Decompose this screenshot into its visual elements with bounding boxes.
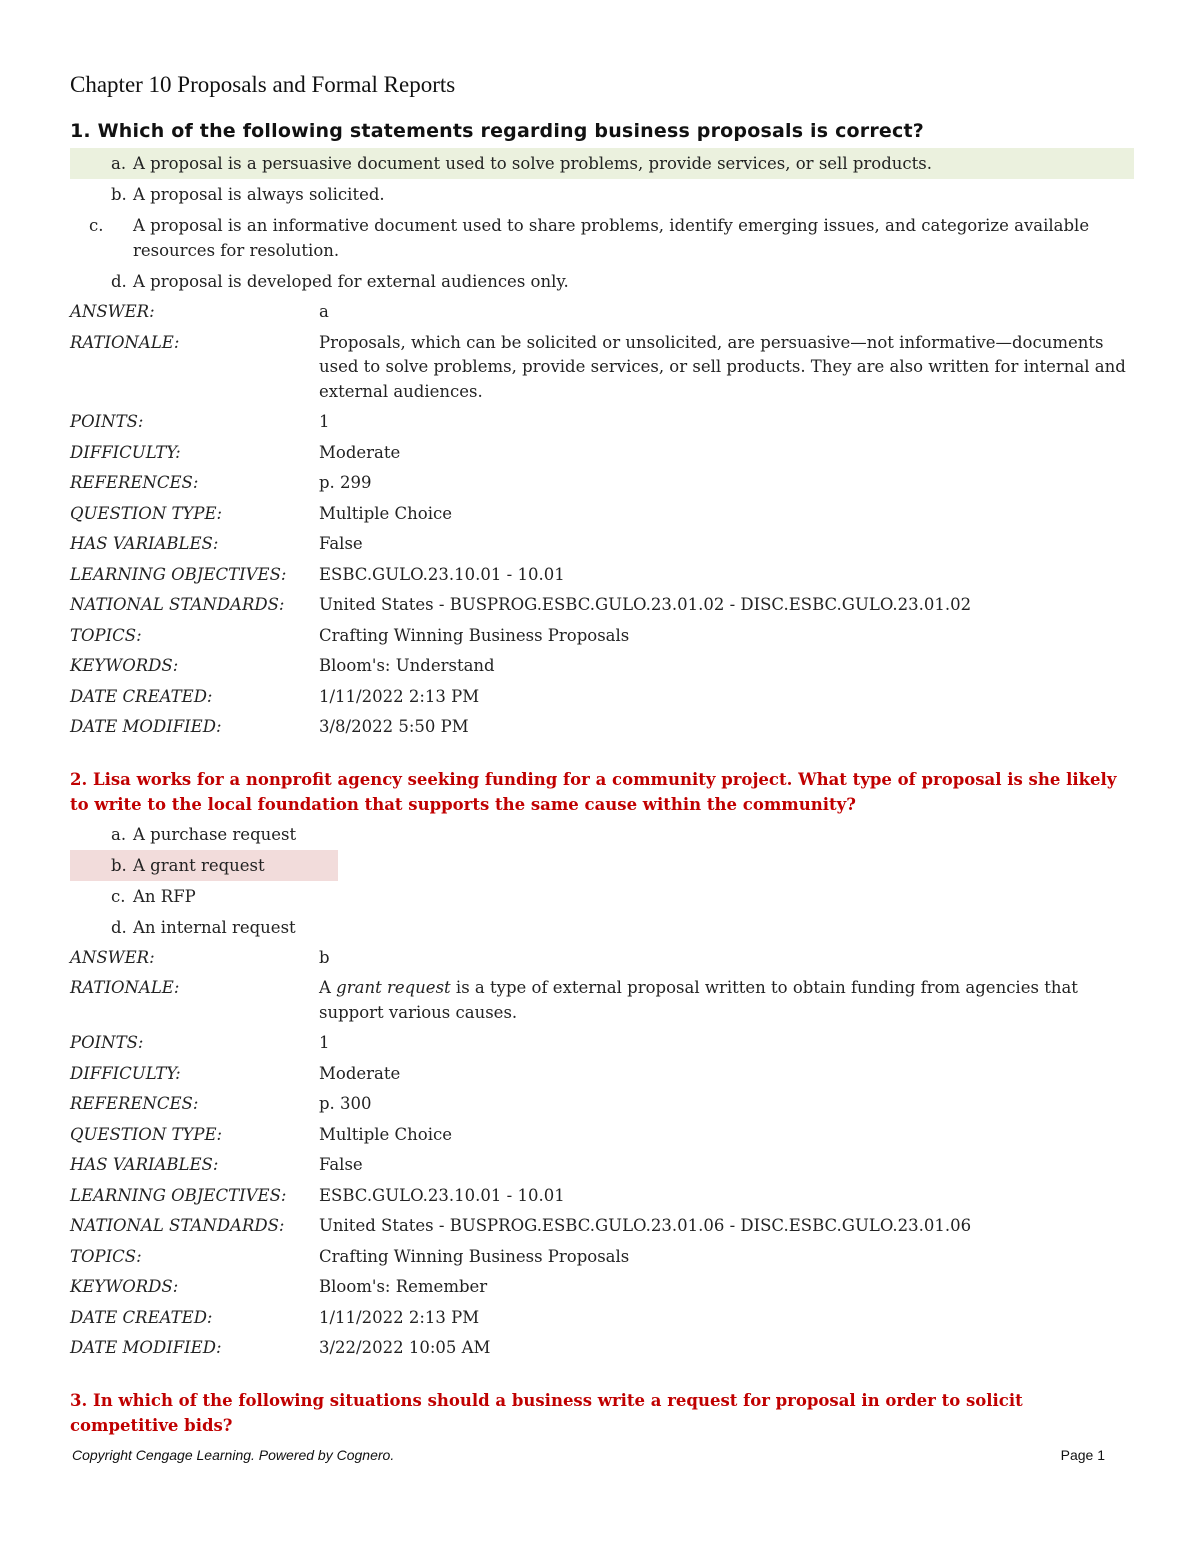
meta-label: LEARNING OBJECTIVES: xyxy=(70,1185,287,1205)
meta-national-standards: United States - BUSPROG.ESBC.GULO.23.01.06 - DISC.ESBC.GULO.23.01.06 xyxy=(319,1216,972,1235)
option-letter: b. xyxy=(111,185,127,204)
question-1-option-b xyxy=(70,179,1132,210)
meta-label: POINTS: xyxy=(70,1033,144,1052)
meta-date-created: 1/11/2022 2:13 PM xyxy=(319,1307,480,1327)
meta-label: HAS VARIABLES: xyxy=(70,1155,219,1174)
chapter-title: Chapter 10 Proposals and Formal Reports xyxy=(70,72,456,97)
option-letter: b. xyxy=(111,855,127,875)
meta-topics: Crafting Winning Business Proposals xyxy=(319,625,630,645)
question-2-option-a xyxy=(70,819,1132,850)
question-1-option-a xyxy=(70,148,1134,179)
meta-label: KEYWORDS: xyxy=(70,1277,179,1296)
option-text: A grant request xyxy=(133,855,265,875)
option-text: A proposal is an informative document used to share problems, identify emerging issues, and categorize available resources for resolution. xyxy=(133,216,1090,260)
question-1-metadata xyxy=(70,297,1132,743)
meta-references: p. 300 xyxy=(319,1094,372,1113)
meta-has-variables: False xyxy=(319,1155,363,1174)
option-letter: a. xyxy=(111,824,127,844)
option-text: A proposal is always solicited. xyxy=(133,185,385,204)
option-text: A purchase request xyxy=(133,824,297,844)
meta-national-standards: United States - BUSPROG.ESBC.GULO.23.01.02 - DISC.ESBC.GULO.23.01.02 xyxy=(319,595,972,614)
meta-keywords: Bloom's: Understand xyxy=(319,656,495,675)
meta-label: HAS VARIABLES: xyxy=(70,534,219,553)
meta-label: QUESTION TYPE: xyxy=(70,503,223,523)
meta-label: TOPICS: xyxy=(70,625,142,645)
option-text: A proposal is developed for external audiences only. xyxy=(133,272,569,291)
option-letter: c. xyxy=(89,216,104,235)
meta-label: REFERENCES: xyxy=(70,1094,199,1113)
option-text: An RFP xyxy=(133,886,196,906)
question-1-option-c xyxy=(70,210,1132,266)
meta-label: ANSWER: xyxy=(70,947,155,967)
meta-label: KEYWORDS: xyxy=(70,656,179,675)
rationale-emphasis: grant request xyxy=(336,978,451,997)
question-2-option-d xyxy=(70,912,1132,943)
rationale-rest: is a type of external proposal written to obtain funding from agencies that support various causes. xyxy=(319,978,1078,1022)
meta-label: REFERENCES: xyxy=(70,473,199,492)
meta-keywords: Bloom's: Remember xyxy=(319,1277,488,1296)
meta-label: DATE CREATED: xyxy=(70,686,213,706)
meta-label: DATE MODIFIED: xyxy=(70,1338,222,1357)
meta-rationale xyxy=(319,973,1132,1028)
meta-has-variables: False xyxy=(319,534,363,553)
meta-question-type: Multiple Choice xyxy=(319,503,453,523)
question-2-option-b xyxy=(70,850,338,881)
question-2-metadata xyxy=(70,943,1132,1364)
meta-date-created: 1/11/2022 2:13 PM xyxy=(319,686,480,706)
meta-question-type: Multiple Choice xyxy=(319,1124,453,1144)
meta-label: NATIONAL STANDARDS: xyxy=(70,1216,285,1235)
question-2-option-c xyxy=(70,881,1132,912)
meta-date-modified: 3/22/2022 10:05 AM xyxy=(319,1338,491,1357)
meta-difficulty: Moderate xyxy=(319,442,401,462)
meta-label: RATIONALE: xyxy=(70,332,180,352)
meta-learning-objectives: ESBC.GULO.23.10.01 - 10.01 xyxy=(319,564,565,584)
meta-label: LEARNING OBJECTIVES: xyxy=(70,564,287,584)
meta-answer: a xyxy=(319,302,329,321)
meta-difficulty: Moderate xyxy=(319,1063,401,1083)
meta-references: p. 299 xyxy=(319,473,372,492)
meta-rationale: Proposals, which can be solicited or unsolicited, are persuasive—not informative—documents used to solve problems, provide services, or sell products. They are also written for internal and external audiences. xyxy=(319,332,1126,401)
question-1-option-d xyxy=(70,266,1132,297)
option-letter: d. xyxy=(111,917,127,937)
question-1-text: 1. Which of the following statements regarding business proposals is correct? xyxy=(70,120,924,142)
copyright-notice: Copyright Cengage Learning. Powered by Cognero. xyxy=(72,1447,395,1463)
meta-learning-objectives: ESBC.GULO.23.10.01 - 10.01 xyxy=(319,1185,565,1205)
rationale-prefix: A xyxy=(319,978,337,997)
meta-label: DIFFICULTY: xyxy=(70,442,181,462)
option-letter: c. xyxy=(111,886,126,906)
question-3-text: 3. In which of the following situations should a business write a request for proposal in order to solicit competitive bids? xyxy=(70,1390,1023,1435)
meta-topics: Crafting Winning Business Proposals xyxy=(319,1246,630,1266)
meta-label: RATIONALE: xyxy=(70,978,180,997)
meta-label: POINTS: xyxy=(70,412,144,431)
option-letter: d. xyxy=(111,272,127,291)
meta-label: DATE CREATED: xyxy=(70,1307,213,1327)
meta-points: 1 xyxy=(319,412,330,431)
meta-date-modified: 3/8/2022 5:50 PM xyxy=(319,717,469,736)
page-number: Page 1 xyxy=(1060,1447,1105,1463)
option-text: A proposal is a persuasive document used to solve problems, provide services, or sell products. xyxy=(133,154,933,173)
meta-label: NATIONAL STANDARDS: xyxy=(70,595,285,614)
meta-answer: b xyxy=(319,947,330,967)
meta-label: TOPICS: xyxy=(70,1246,142,1266)
question-2-text: 2. Lisa works for a nonprofit agency seeking funding for a community project. What type of proposal is she likely to write to the local foundation that supports the same cause within the community? xyxy=(70,769,1117,814)
meta-points: 1 xyxy=(319,1033,330,1052)
document-page xyxy=(70,70,1132,1440)
meta-label: ANSWER: xyxy=(70,302,155,321)
page-footer xyxy=(72,1447,1105,1463)
meta-label: DIFFICULTY: xyxy=(70,1063,181,1083)
meta-label: QUESTION TYPE: xyxy=(70,1124,223,1144)
option-letter: a. xyxy=(111,154,127,173)
option-text: An internal request xyxy=(133,917,296,937)
meta-label: DATE MODIFIED: xyxy=(70,717,222,736)
